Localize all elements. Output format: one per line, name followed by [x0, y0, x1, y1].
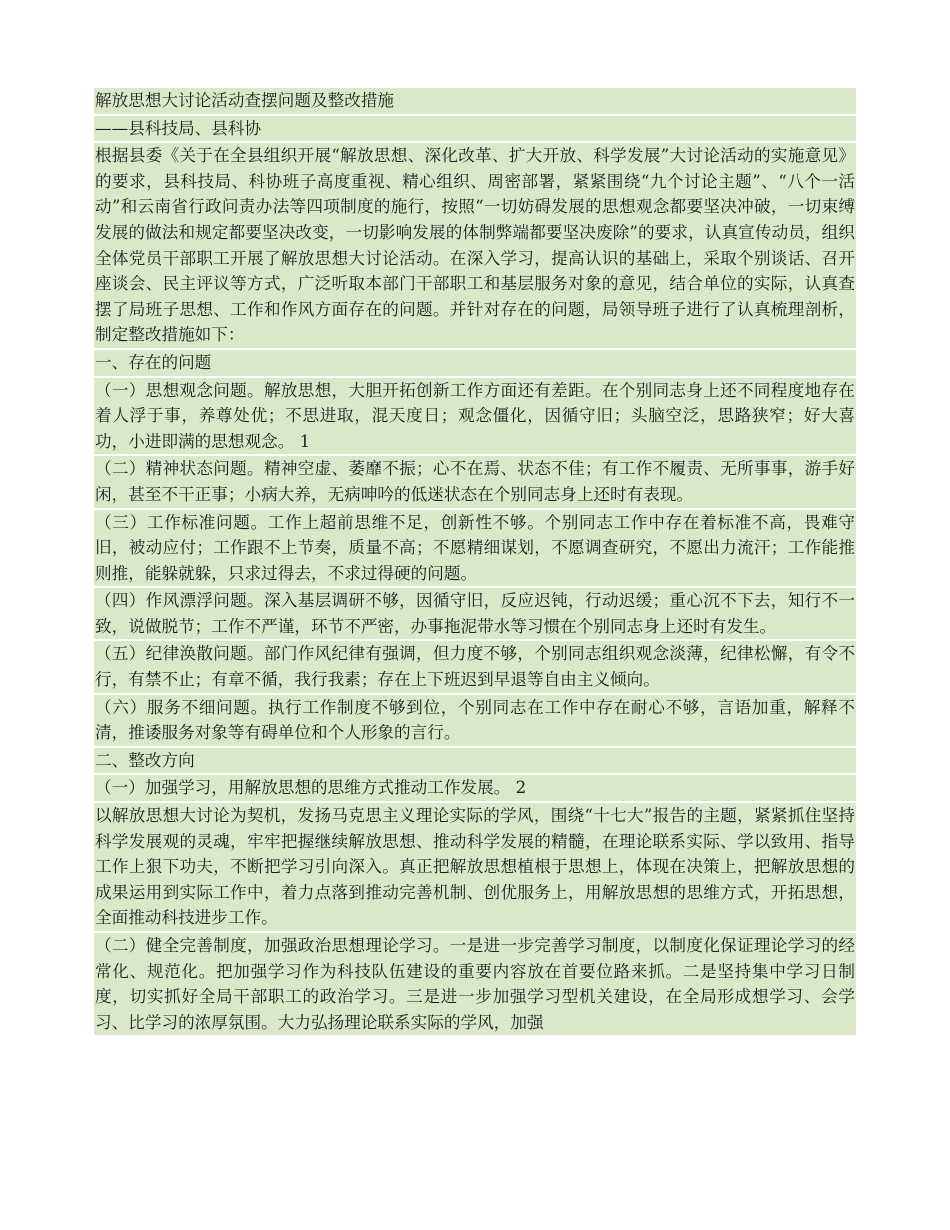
paragraph-rectification-2: （二）健全完善制度，加强政治思想理论学习。一是进一步完善学习制度，以制度化保证理论学习的经常化、规范化。把加强学习作为科技队伍建设的重要内容放在首要位路来抓。二是坚持集中学习日制度，切实抓好全局干部职工的政治学习。三是进一步加强学习型机关建设，在全局形成想学习、会学习、比学习的浓厚氛围。大力弘扬理论联系实际的学风，加强	[94, 933, 856, 1035]
document-subtitle: ——县科技局、县科协	[94, 116, 856, 142]
paragraph-problem-1: （一）思想观念问题。解放思想，大胆开拓创新工作方面还有差距。在个别同志身上还不同程度地存在着人浮于事，养尊处优；不思进取，混天度日；观念僵化，因循守旧；头脑空泛，思路狭窄；好大喜功，小进即满的思想观念。 1	[94, 378, 856, 455]
paragraph-intro: 根据县委《关于在全县组织开展“解放思想、深化改革、扩大开放、科学发展”大讨论活动的实施意见》的要求，县科技局、科协班子高度重视、精心组织、周密部署，紧紧围绕“九个讨论主题”、“八个一活动”和云南省行政问责办法等四项制度的施行，按照“一切妨碍发展的思想观念都要坚决冲破，一切束缚发展的做法和规定都要坚决改变，一切影响发展的体制弊端都要坚决废除”的要求，认真宣传动员，组织全体党员干部职工开展了解放思想大讨论活动。在深入学习，提高认识的基础上，采取个别谈话、召开座谈会、民主评议等方式，广泛听取本部门干部职工和基层服务对象的意见，结合单位的实际，认真查摆了局班子思想、工作和作风方面存在的问题。并针对存在的问题，局领导班子进行了认真梳理剖析，制定整改措施如下：	[94, 143, 856, 348]
paragraph-rectification-1-heading: （一）加强学习，用解放思想的思维方式推动工作发展。 2	[94, 775, 856, 801]
section-heading-problems: 一、存在的问题	[94, 350, 856, 376]
paragraph-problem-2: （二）精神状态问题。精神空虚、萎靡不振；心不在焉、状态不佳；有工作不履责、无所事事，游手好闲，甚至不干正事；小病大养，无病呻吟的低迷状态在个别同志身上还时有表现。	[94, 456, 856, 507]
paragraph-rectification-1-body: 以解放思想大讨论为契机，发扬马克思主义理论实际的学风，围绕“十七大”报告的主题，紧紧抓住坚持科学发展观的灵魂，牢牢把握继续解放思想、推动科学发展的精髓，在理论联系实际、学以致用、指导工作上狠下功夫，不断把学习引向深入。真正把解放思想植根于思想上，体现在决策上，把解放思想的成果运用到实际工作中，着力点落到推动完善机制、创优服务上，用解放思想的思维方式，开拓思想，全面推动科技进步工作。	[94, 803, 856, 931]
document-page	[94, 88, 856, 1037]
paragraph-problem-6: （六）服务不细问题。执行工作制度不够到位，个别同志在工作中存在耐心不够，言语加重，解释不清，推诿服务对象等有碍单位和个人形象的言行。	[94, 695, 856, 746]
paragraph-problem-4: （四）作风漂浮问题。深入基层调研不够，因循守旧，反应迟钝，行动迟缓；重心沉不下去，知行不一致，说做脱节；工作不严谨，环节不严密，办事拖泥带水等习惯在个别同志身上还时有发生。	[94, 588, 856, 639]
paragraph-problem-5: （五）纪律涣散问题。部门作风纪律有强调，但力度不够，个别同志组织观念淡薄，纪律松懈，有令不行，有禁不止；有章不循，我行我素；存在上下班迟到早退等自由主义倾向。	[94, 641, 856, 692]
section-heading-rectification: 二、整改方向	[94, 748, 856, 774]
document-title: 解放思想大讨论活动查摆问题及整改措施	[94, 88, 856, 114]
paragraph-problem-3: （三）工作标准问题。工作上超前思维不足，创新性不够。个别同志工作中存在着标准不高，畏难守旧，被动应付；工作跟不上节奏，质量不高；不愿精细谋划，不愿调查研究，不愿出力流汗；工作能推则推，能躲就躲，只求过得去，不求过得硬的问题。	[94, 510, 856, 587]
